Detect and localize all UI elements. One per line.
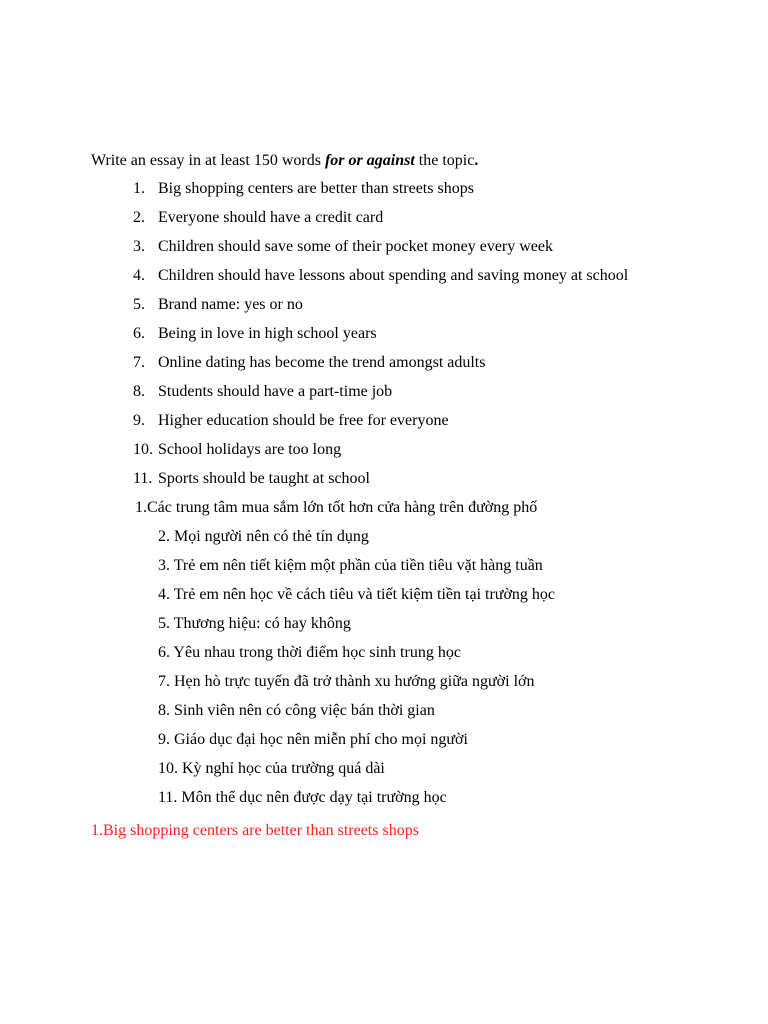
list-item-text: Online dating has become the trend amongst adults <box>158 354 486 371</box>
list-item-number: 11. <box>133 470 153 487</box>
list-item-text: 7. Hẹn hò trực tuyến đã trở thành xu hướng giữa người lớn <box>158 673 535 690</box>
list-item-number: 3. <box>133 238 145 255</box>
list-item-text: Children should save some of their pocket money every week <box>158 238 553 255</box>
list-item-text: Children should have lessons about spending and saving money at school <box>158 267 629 284</box>
list-item-text: 3. Trẻ em nên tiết kiệm một phần của tiền tiêu vặt hàng tuần <box>158 557 543 574</box>
instruction-period: . <box>474 152 479 169</box>
list-item-text: 9. Giáo dục đại học nên miễn phí cho mọi người <box>158 731 468 748</box>
list-item-number: 8. <box>133 383 145 400</box>
list-item-text: Students should have a part-time job <box>158 383 393 400</box>
list-item-text: Sports should be taught at school <box>158 470 370 487</box>
list-item-text: 11. Môn thể dục nên được dạy tại trường học <box>158 789 447 806</box>
list-item-number: 9. <box>133 412 145 429</box>
instruction-emphasis: for or against <box>324 152 415 169</box>
list-item-number: 1. <box>133 180 145 197</box>
section-heading: 1.Big shopping centers are better than streets shops <box>91 822 419 839</box>
instruction-text-end: the topic <box>414 152 475 169</box>
list-item-number: 2. <box>133 209 145 226</box>
list-item-text: 4. Trẻ em nên học về cách tiêu và tiết kiệm tiền tại trường học <box>158 586 556 603</box>
list-item-text: Higher education should be free for everyone <box>158 412 449 429</box>
list-item-text: 10. Kỳ nghỉ học của trường quá dài <box>158 760 385 777</box>
list-item-text: 2. Mọi người nên có thẻ tín dụng <box>158 528 369 545</box>
list-item-text: 6. Yêu nhau trong thời điểm học sinh trung học <box>158 644 461 661</box>
list-item-text: Brand name: yes or no <box>158 296 303 313</box>
list-item-number: 4. <box>133 267 145 284</box>
list-item-number: 10. <box>133 441 153 458</box>
list-item-text: Big shopping centers are better than streets shops <box>158 180 474 197</box>
list-item-text: School holidays are too long <box>158 441 342 458</box>
list-item-text: 8. Sinh viên nên có công việc bán thời gian <box>158 702 435 719</box>
list-item-text: 5. Thương hiệu: có hay không <box>158 615 351 632</box>
list-item-text: 1.Các trung tâm mua sắm lớn tốt hơn cửa hàng trên đường phố <box>135 499 538 516</box>
essay-instruction <box>91 151 478 171</box>
list-item-number: 6. <box>133 325 145 342</box>
list-item-number: 5. <box>133 296 145 313</box>
list-item-text: Everyone should have a credit card <box>158 209 384 226</box>
list-item-text: Being in love in high school years <box>158 325 377 342</box>
instruction-text-start: Write an essay in at least 150 words <box>91 152 325 169</box>
list-item-number: 7. <box>133 354 145 371</box>
